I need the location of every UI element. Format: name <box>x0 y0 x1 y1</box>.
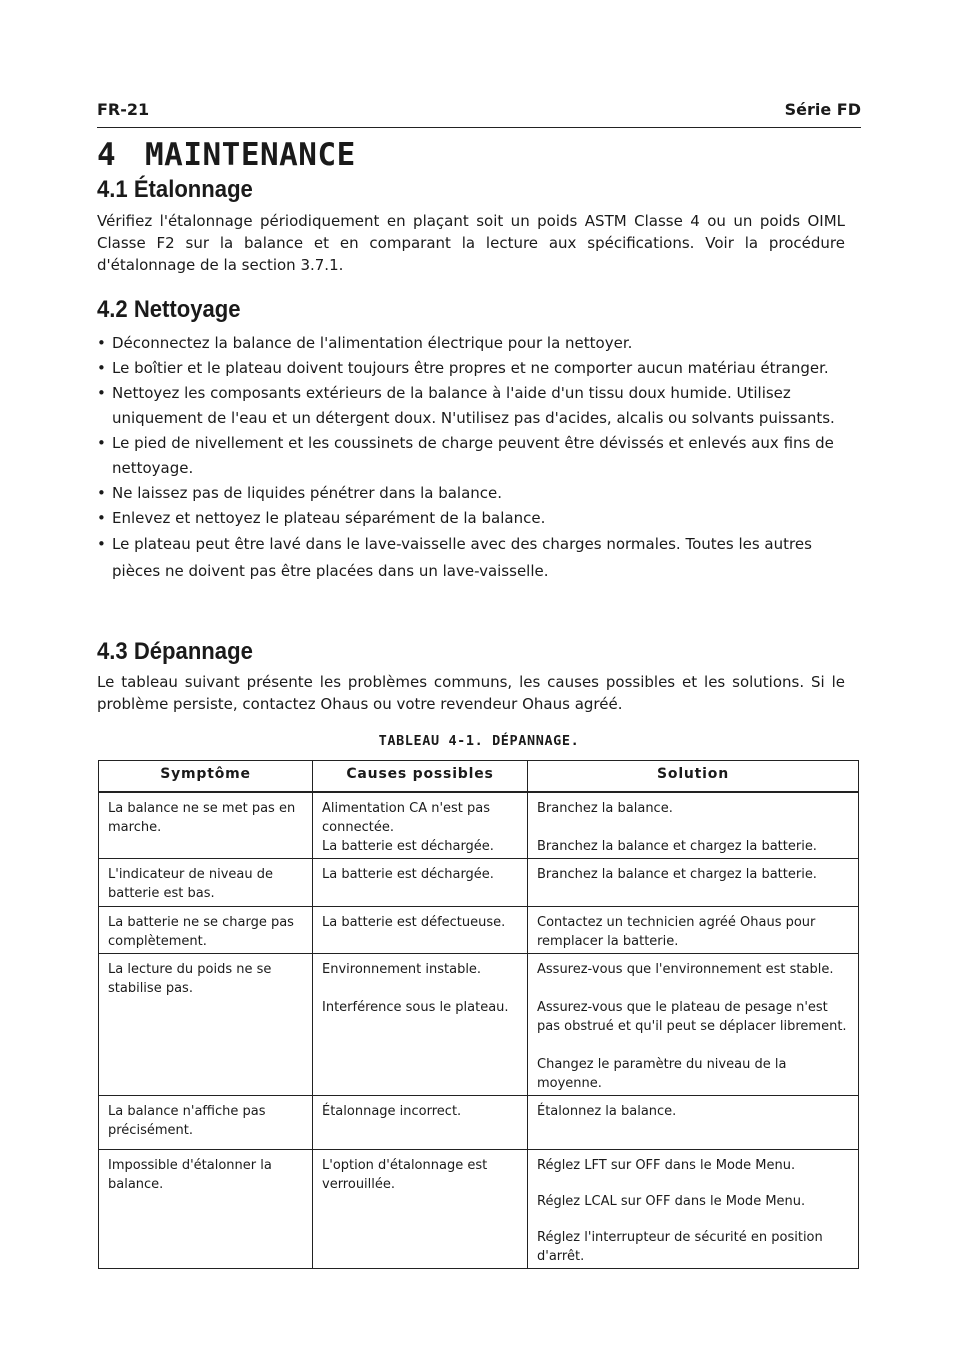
section-heading-calibration: 4.1 Étalonnage <box>97 176 253 203</box>
table-header-row <box>99 761 859 793</box>
solution-cell <box>528 859 859 907</box>
solution-cell <box>528 792 859 859</box>
solution-text: Réglez LCAL sur OFF dans le Mode Menu. <box>537 1194 806 1209</box>
series-name: Série FD <box>784 100 861 119</box>
causes-cell <box>313 1096 528 1150</box>
column-header-causes: Causes possibles <box>313 761 528 793</box>
symptom-cell: La balance ne se met pas en marche. <box>99 792 313 859</box>
cause-text: La batterie est déchargée. <box>322 839 494 854</box>
page-header <box>97 100 861 122</box>
solution-text: Réglez l'interrupteur de sécurité en position d'arrêt. <box>537 1230 823 1264</box>
solution-text: Réglez LFT sur OFF dans le Mode Menu. <box>537 1158 796 1173</box>
chapter-title-text: MAINTENANCE <box>145 137 356 173</box>
cause-text: Étalonnage incorrect. <box>322 1104 462 1119</box>
list-item: • Le pied de nivellement et les coussinets de charge peuvent être dévissés et enlevés aux fins de nettoyage. <box>97 431 845 481</box>
list-item: • Enlevez et nettoyez le plateau séparément de la balance. <box>97 506 845 531</box>
list-item: • Le plateau peut être lavé dans le lave-vaisselle avec des charges normales. Toutes les autres pièces ne doivent pas être placées dans un lave-vaisselle. <box>97 531 845 585</box>
page-number: FR-21 <box>97 100 150 119</box>
symptom-cell: La balance n'affiche pas précisément. <box>99 1096 313 1150</box>
cause-text: L'option d'étalonnage est verrouillée. <box>322 1158 488 1192</box>
solution-cell <box>528 1150 859 1269</box>
solution-text: Étalonnez la balance. <box>537 1104 677 1119</box>
table-row <box>99 907 859 954</box>
solution-text: Assurez-vous que l'environnement est stable. <box>537 962 834 977</box>
solution-text: Contactez un technicien agréé Ohaus pour remplacer la batterie. <box>537 915 816 949</box>
section-heading-troubleshooting: 4.3 Dépannage <box>97 638 253 665</box>
symptom-cell: L'indicateur de niveau de batterie est bas. <box>99 859 313 907</box>
solution-cell <box>528 954 859 1096</box>
cause-text: La batterie est déchargée. <box>322 867 494 882</box>
causes-cell <box>313 954 528 1096</box>
solution-text: Branchez la balance. <box>537 801 673 816</box>
cause-text: Alimentation CA n'est pas connectée. <box>322 801 491 835</box>
chapter-number: 4 <box>97 137 117 173</box>
solution-text: Branchez la balance et chargez la batterie. <box>537 867 817 882</box>
troubleshooting-paragraph: Le tableau suivant présente les problèmes communs, les causes possibles et les solutions. Si le problème persiste, contactez Ohaus ou votre revendeur Ohaus agréé. <box>97 673 845 713</box>
solution-text: Changez le paramètre du niveau de la moyenne. <box>537 1057 787 1091</box>
symptom-cell: La lecture du poids ne se stabilise pas. <box>99 954 313 1096</box>
list-item: • Ne laissez pas de liquides pénétrer dans la balance. <box>97 481 845 506</box>
causes-cell <box>313 792 528 859</box>
cause-text: La batterie est défectueuse. <box>322 915 506 930</box>
cause-text: Environnement instable. <box>322 962 482 977</box>
list-item: • Déconnectez la balance de l'alimentation électrique pour la nettoyer. <box>97 331 845 356</box>
table-row <box>99 1150 859 1269</box>
table-caption: TABLEAU 4-1. DÉPANNAGE. <box>378 733 580 749</box>
solution-cell <box>528 1096 859 1150</box>
list-item: • Le boîtier et le plateau doivent toujours être propres et ne comporter aucun matériau étranger. <box>97 356 845 381</box>
table-row <box>99 792 859 859</box>
table-row <box>99 1096 859 1150</box>
table-row <box>99 954 859 1096</box>
causes-cell <box>313 1150 528 1269</box>
causes-cell <box>313 907 528 954</box>
cause-text: Interférence sous le plateau. <box>322 1000 509 1015</box>
causes-cell <box>313 859 528 907</box>
cleaning-list <box>97 331 845 585</box>
solution-cell <box>528 907 859 954</box>
symptom-cell: Impossible d'étalonner la balance. <box>99 1150 313 1269</box>
calibration-paragraph: Vérifiez l'étalonnage périodiquement en plaçant soit un poids ASTM Classe 4 ou un poids OIML Classe F2 sur la balance et en comparant la lecture aux spécifications. Voir la procédure d'étalonnage de la section 3.7.1. <box>97 212 845 274</box>
column-header-symptom: Symptôme <box>99 761 313 793</box>
column-header-solution: Solution <box>528 761 859 793</box>
table-row <box>99 859 859 907</box>
chapter-title <box>97 137 356 173</box>
section-heading-cleaning: 4.2 Nettoyage <box>97 296 241 323</box>
troubleshooting-table <box>98 760 859 1269</box>
list-item: • Nettoyez les composants extérieurs de la balance à l'aide d'un tissu doux humide. Utilisez uniquement de l'eau et un détergent doux. N'utilisez pas d'acides, alcalis ou solvants puissants. <box>97 381 845 431</box>
symptom-cell: La batterie ne se charge pas complètement. <box>99 907 313 954</box>
header-rule <box>97 127 861 128</box>
solution-text: Assurez-vous que le plateau de pesage n'est pas obstrué et qu'il peut se déplacer librement. <box>537 1000 847 1034</box>
solution-text: Branchez la balance et chargez la batterie. <box>537 839 817 854</box>
